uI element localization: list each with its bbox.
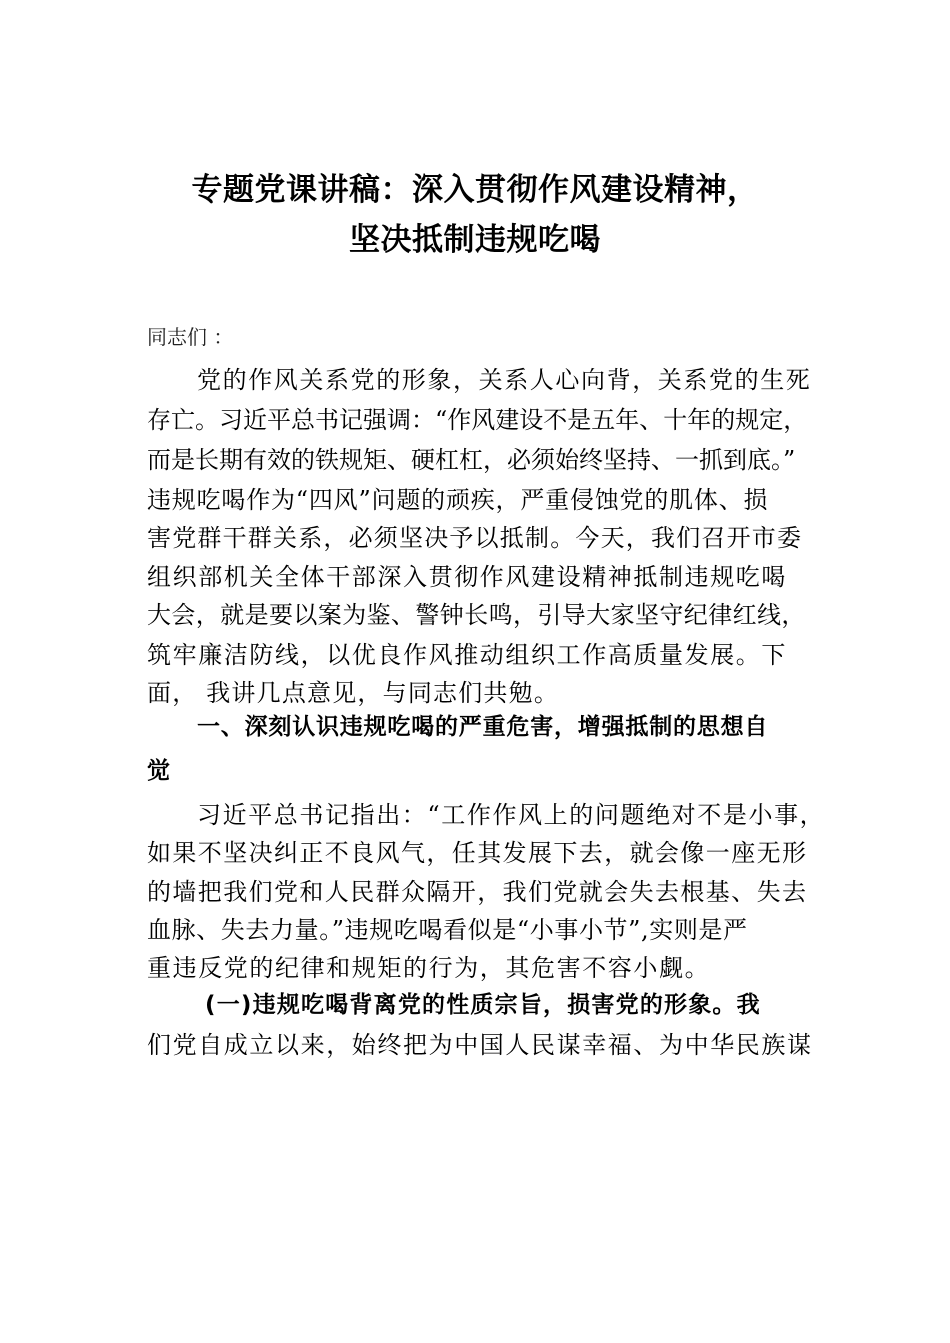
section-heading-1-line-2: 觉 — [147, 758, 170, 784]
paragraph-2-line-3: 的墙把我们党和人民群众隔开，我们党就会失去根基、失去 — [147, 878, 808, 906]
paragraph-1-line-2: 存亡。习近平总书记强调：“作风建设不是五年、十年的规定， — [147, 406, 808, 434]
paragraph-1-line-9: 面， 我讲几点意见，与同志们共勉。 — [147, 679, 560, 707]
paragraph-1-line-7: 大会，就是要以案为鉴、警钟长鸣，引导大家坚守纪律红线， — [147, 601, 806, 629]
subheading-1: (一)违规吃喝背离党的性质宗旨，损害党的形象。我 — [205, 992, 761, 1018]
paragraph-1-line-8: 筑牢廉洁防线，以优良作风推动组织工作高质量发展。下 — [147, 641, 787, 669]
paragraph-1-line-1: 党的作风关系党的形象，关系人心向背，关系党的生死 — [197, 366, 812, 394]
paragraph-1-line-6: 组织部机关全体干部深入贯彻作风建设精神抵制违规吃喝 — [147, 563, 787, 591]
document-title-line-2: 坚决抵制违规吃喝 — [349, 222, 601, 258]
paragraph-3-line-1: 们党自成立以来，始终把为中国人民谋幸福、为中华民族谋 — [147, 1031, 813, 1059]
paragraph-1-line-3: 而是长期有效的铁规矩、硬杠杠，必须始终坚持、一抓到底。” — [147, 446, 796, 474]
paragraph-2-line-5: 重违反党的纪律和规矩的行为，其危害不容小觑。 — [147, 954, 711, 982]
paragraph-2-line-1: 习近平总书记指出：“工作作风上的问题绝对不是小事， — [197, 801, 826, 829]
paragraph-1-line-5: 害党群干群关系，必须坚决予以抵制。今天，我们召开市委 — [147, 524, 803, 552]
document-title-line-1: 专题党课讲稿：深入贯彻作风建设精神， — [191, 172, 759, 208]
salutation: 同志们 ： — [147, 325, 234, 349]
paragraph-1-line-4: 违规吃喝作为“四风”问题的顽疾，严重侵蚀党的肌体、损 — [147, 486, 769, 514]
section-heading-1-line-1: 一、深刻认识违规吃喝的严重危害，增强抵制的思想自 — [197, 714, 769, 740]
paragraph-2-line-2: 如果不坚决纠正不良风气，任其发展下去，就会像一座无形 — [147, 839, 808, 867]
paragraph-2-line-4: 血脉、失去力量。”违规吃喝看似是“小事小节”,实则是严 — [147, 916, 748, 944]
